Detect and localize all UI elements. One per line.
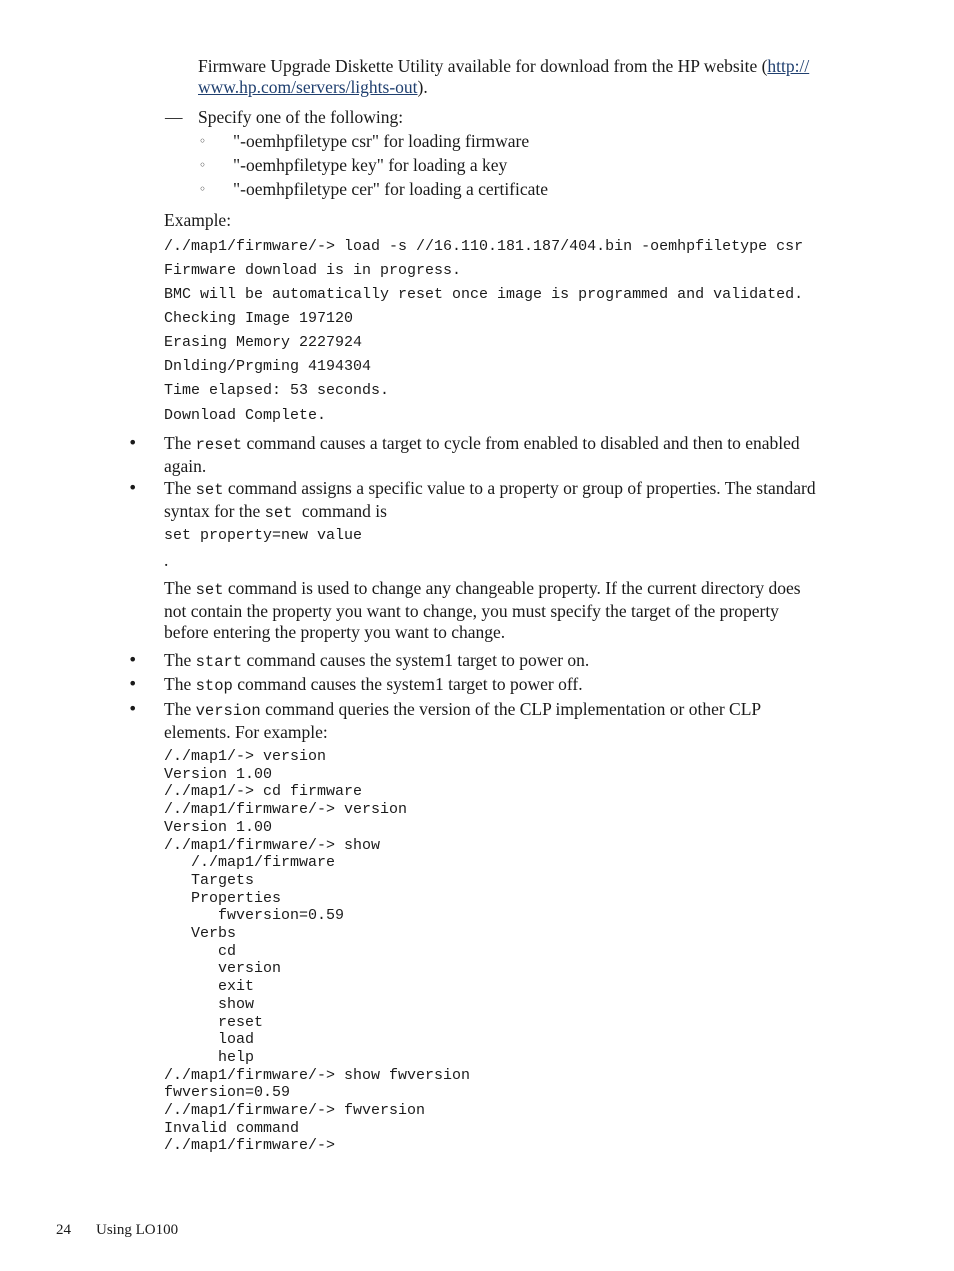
set-usage-paragraph: The set command is used to change any changeable property. If the current directory does not contain the property you want to change, you must specify the target of the property before entering the property you want to change. [164, 578, 801, 642]
filetype-item-csr: "-oemhpfiletype csr" for loading firmware [233, 131, 530, 151]
dash-marker: — [165, 107, 183, 127]
example-code-line: BMC will be automatically reset once image is programmed and validated. [164, 286, 804, 303]
intro-text: Firmware Upgrade Diskette Utility available for download from the HP website ( [198, 56, 768, 76]
set-command-code: set [195, 581, 224, 599]
reset-command-code: reset [195, 436, 243, 454]
bullet-marker: • [128, 699, 138, 718]
intro-text-end: ). [417, 77, 428, 97]
footer-section-title: Using LO100 [96, 1222, 179, 1238]
sub-bullet-marker: ◦ [199, 134, 207, 148]
stop-description: The stop command causes the system1 target to power off. [164, 674, 583, 695]
bullet-marker: • [128, 478, 138, 497]
example-code-line: Erasing Memory 2227924 [164, 334, 363, 351]
filetype-intro: Specify one of the following: [198, 107, 404, 127]
set-syntax-code: set property=new value [164, 527, 363, 544]
example-code-line: Dnlding/Prgming 4194304 [164, 358, 372, 375]
example-code-line: Download Complete. [164, 407, 327, 424]
sub-bullet-marker: ◦ [199, 158, 207, 172]
reset-description: The reset command causes a target to cycle from enabled to disabled and then to enabled again. [164, 433, 800, 476]
hp-website-link[interactable]: http:// www.hp.com/servers/lights-out [198, 56, 810, 97]
set-command-code: set [264, 504, 302, 522]
example-label: Example: [164, 210, 232, 230]
bullet-marker: • [128, 433, 138, 452]
stop-command-code: stop [195, 677, 233, 695]
version-command-code: version [195, 702, 261, 720]
version-description: The version command queries the version of the CLP implementation or other CLP elements. For example: [164, 699, 762, 742]
filetype-item-cer: "-oemhpfiletype cer" for loading a certificate [233, 179, 549, 199]
intro-paragraph [198, 56, 878, 98]
example-code-line: Firmware download is in progress. [164, 262, 462, 279]
set-command-code: set [195, 481, 224, 499]
start-description: The start command causes the system1 target to power on. [164, 650, 590, 671]
example-code-line: /./map1/firmware/-> load -s //16.110.181.187/404.bin -oemhpfiletype csr [164, 238, 804, 255]
bullet-marker: • [128, 674, 138, 693]
page-number: 24 [56, 1222, 71, 1238]
version-example-code: /./map1/-> version Version 1.00 /./map1/-> cd firmware /./map1/firmware/-> version Version 1.00 /./map1/firmware/-> show /./map1/firmware Targets Properties fwversion=0.59 Verbs cd version exit show reset load help /./map1/firmware/-> show fwversion fwversion=0.59 /./map1/firmware/-> fwversion Invalid command /./map1/firmware/-> [164, 748, 471, 1155]
syntax-period: . [164, 550, 169, 570]
sub-bullet-marker: ◦ [199, 182, 207, 196]
bullet-marker: • [128, 650, 138, 669]
example-code-line: Checking Image 197120 [164, 310, 354, 327]
example-code-line: Time elapsed: 53 seconds. [164, 382, 390, 399]
filetype-item-key: "-oemhpfiletype key" for loading a key [233, 155, 508, 175]
set-description: The set command assigns a specific value to a property or group of properties. The standard syntax for the set command is [164, 478, 816, 522]
start-command-code: start [195, 653, 243, 671]
